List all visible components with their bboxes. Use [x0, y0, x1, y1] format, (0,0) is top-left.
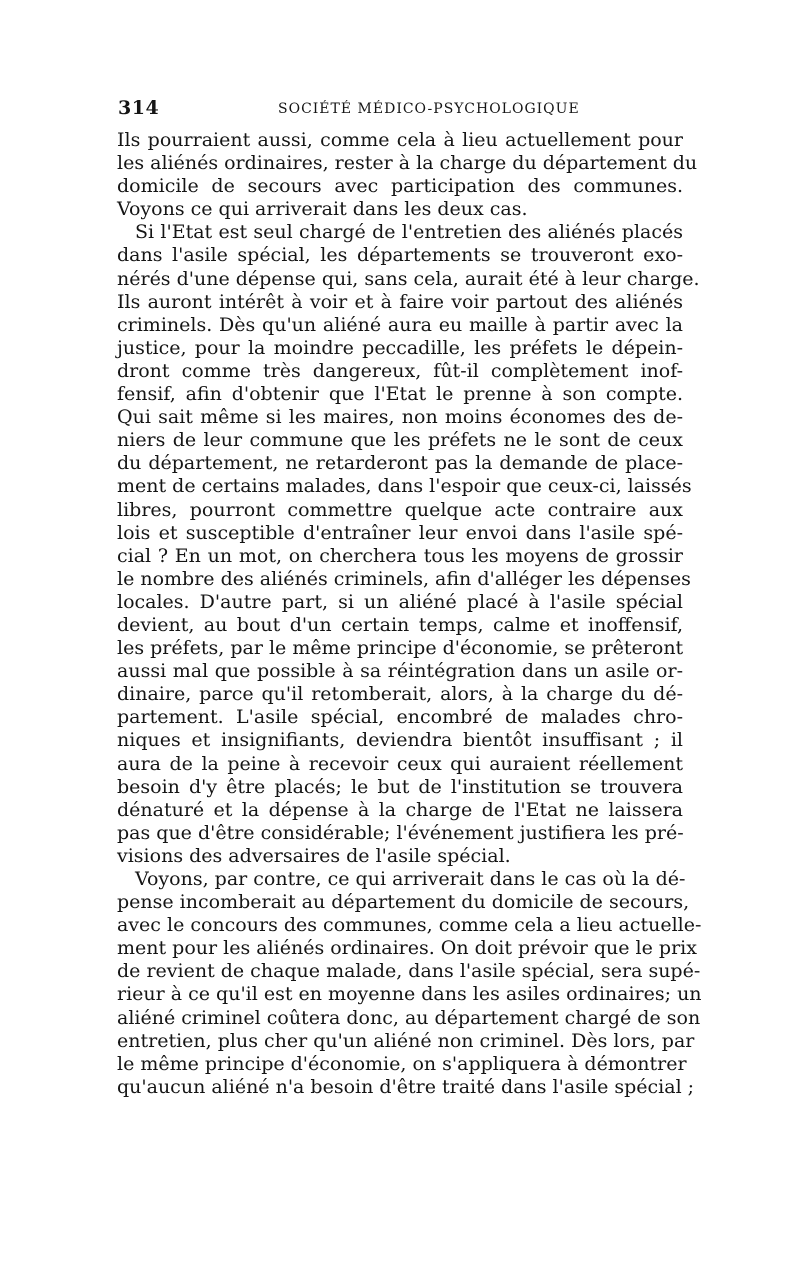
text-line: aussi mal que possible à sa réintégration dans un asile or- — [117, 660, 683, 683]
text-line: justice, pour la moindre peccadille, les préfets le dépein- — [117, 336, 683, 359]
text-line: pense incomberait au département du domicile de secours, — [117, 891, 690, 914]
text-line: locales. D'autre part, si un aliéné placé à l'asile spécial — [117, 590, 683, 613]
text-line: dinaire, parce qu'il retomberait, alors, à la charge du dé- — [117, 683, 683, 706]
paragraph-start-line: Si l'Etat est seul chargé de l'entretien des aliénés placés — [135, 221, 683, 244]
text-line: partement. L'asile spécial, encombré de malades chro- — [117, 706, 683, 729]
text-line: Ils pourraient aussi, comme cela à lieu actuellement pour — [117, 129, 683, 151]
text-line: Ils auront intérêt à voir et à faire voir partout des aliénés — [117, 290, 683, 313]
text-line: les aliénés ordinaires, rester à la charge du département du — [117, 152, 698, 175]
text-line: libres, pourront commettre quelque acte contraire aux — [117, 498, 683, 521]
text-line: ment de certains malades, dans l'espoir que ceux-ci, laissés — [117, 475, 692, 498]
text-line: niers de leur commune que les préfets ne le sont de ceux — [117, 429, 683, 452]
text-line: besoin d'y être placés; le but de l'institution se trouvera — [117, 775, 683, 798]
running-head — [118, 97, 680, 123]
text-line: aura de la peine à recevoir ceux qui auraient réellement — [117, 752, 683, 775]
text-line: de revient de chaque malade, dans l'asile spécial, sera supé- — [117, 960, 701, 983]
running-title: SOCIÉTÉ MÉDICO-PSYCHOLOGIQUE — [278, 101, 580, 117]
text-line: ment pour les aliénés ordinaires. On doit prévoir que le prix — [117, 937, 697, 960]
text-line: nérés d'une dépense qui, sans cela, aurait été à leur charge. — [117, 267, 700, 290]
text-line: dront comme très dangereux, fût-il complètement inof- — [117, 359, 683, 382]
text-line: criminels. Dès qu'un aliéné aura eu maille à partir avec la — [117, 313, 683, 336]
text-line: domicile de secours avec participation des communes. — [117, 175, 683, 198]
text-line: niques et insignifiants, deviendra bientôt insuffisant ; il — [117, 729, 683, 752]
text-line: Qui sait même si les maires, non moins économes des de- — [117, 406, 683, 429]
text-line: dans l'asile spécial, les départements se trouveront exo- — [117, 244, 683, 267]
text-line: du département, ne retarderont pas la demande de place- — [117, 452, 683, 475]
text-line: fensif, afin d'obtenir que l'Etat le prenne à son compte. — [117, 383, 683, 406]
text-line: le même principe d'économie, on s'appliquera à démontrer — [117, 1052, 687, 1075]
text-line: le nombre des aliénés criminels, afin d'alléger les dépenses — [117, 567, 691, 590]
text-line: cial ? En un mot, on cherchera tous les moyens de grossir — [117, 544, 683, 567]
text-line: pas que d'être considérable; l'événement justifiera les pré- — [117, 821, 684, 844]
paragraph-start-line: Voyons, par contre, ce qui arriverait dans le cas où la dé- — [135, 868, 686, 890]
text-line: les préfets, par le même principe d'économie, se prêteront — [117, 637, 684, 660]
page-number: 314 — [118, 97, 160, 119]
text-line: avec le concours des communes, comme cela a lieu actuelle- — [117, 914, 702, 937]
text-line: Voyons ce qui arriverait dans les deux cas. — [117, 198, 528, 221]
text-line: aliéné criminel coûtera donc, au département chargé de son — [117, 1006, 701, 1029]
text-line: lois et susceptible d'entraîner leur envoi dans l'asile spé- — [117, 521, 683, 544]
text-line: entretien, plus cher qu'un aliéné non criminel. Dès lors, par — [117, 1029, 695, 1052]
text-line: dénaturé et la dépense à la charge de l'Etat ne laissera — [117, 798, 683, 821]
text-line: visions des adversaires de l'asile spécial. — [117, 844, 511, 867]
text-line: qu'aucun aliéné n'a besoin d'être traité dans l'asile spécial ; — [117, 1075, 695, 1098]
text-line: devient, au bout d'un certain temps, calme et inoffensif, — [117, 613, 683, 636]
text-line: rieur à ce qu'il est en moyenne dans les asiles ordinaires; un — [117, 983, 702, 1006]
body-text — [117, 129, 702, 1099]
